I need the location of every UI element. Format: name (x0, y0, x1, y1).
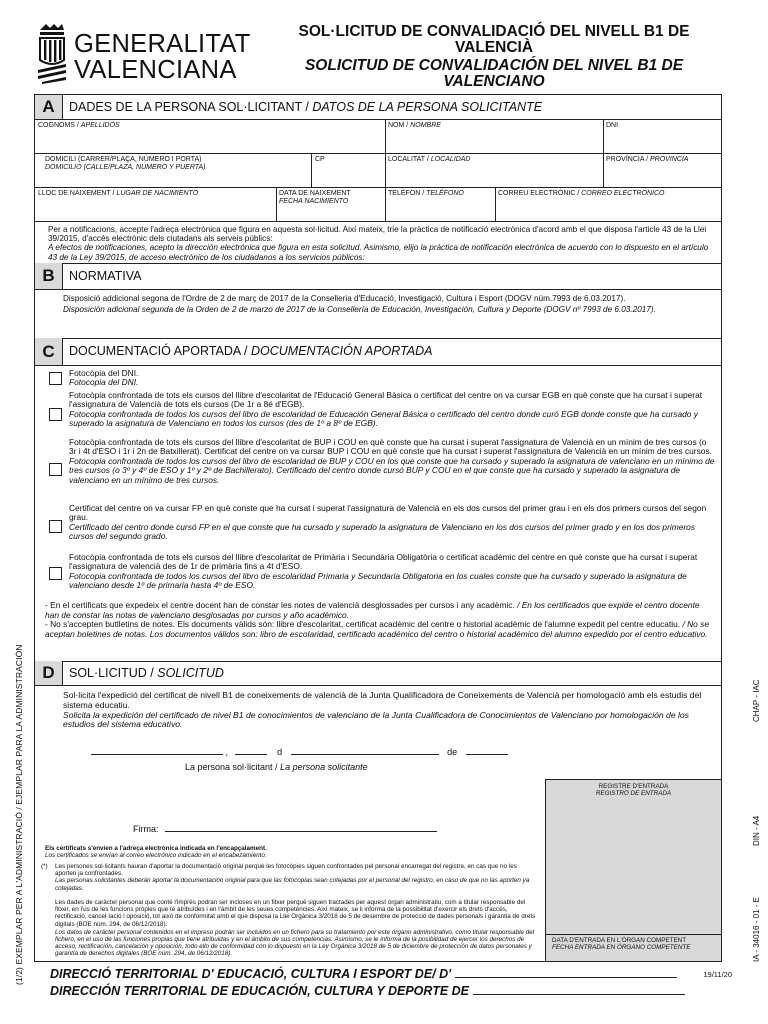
chap-code: CHAP - IAC (752, 679, 761, 722)
surnames-field[interactable] (35, 131, 385, 153)
doc-item-dni: Fotocòpia del DNI. Fotocopia del DNI. (69, 368, 139, 388)
label-birthplace: LLOC DE NAIXEMENT / LUGAR DE NACIMIENTO (38, 190, 199, 197)
name-field[interactable] (385, 131, 603, 153)
section-c-letter: C (35, 338, 63, 365)
address-field[interactable] (35, 171, 311, 187)
notification-notice: Per a notificacions, accepte l'adreça electrònica que figura en aquesta sol·licitud. Així mateix, trie la pràctica de notificació electrònica d'acord amb el que disposa l'article 43 de la Llei 39/2015, d'accés electrònic dels ciutadans als serveis públics: A efectos de notificaciones, acepto la dirección electrónica que figura en esta solicitud. Asimismo, elijo la práctica de notificación electrónica de acuerdo con lo dispuesto en el artículo 43 de la Ley 39/2015, de acceso electrónico de los ciudadanos a los servicios públicos: (48, 225, 709, 262)
checkbox-dni-copy[interactable] (49, 372, 62, 385)
documents-notes: - En el certificats que expedeix el centre docent han de constar les notes de valencià desglossades per cursos i any acadèmic. / En los certificados que expide el centro docente han de constar las notas de valenciano desglosadas por cursos y año académico. - No s'accepten butlletins de notes. Els documents vàlids són: llibre d'escolaritat, certificat acadèmic del centre o historial acadèmic de l'alumne expedit pel centre educatiu. / No se aceptan boletines de notas. Los documentos válidos son: libro de escolaridad, certificado académico del centro o historial académico del alumno expedido por el centro educativo. (45, 600, 709, 639)
generalitat-logo (36, 24, 251, 84)
applicant-caption: La persona sol·licitant / La persona solicitante (185, 762, 368, 772)
title-valencian: SOL·LICITUD DE CONVALIDACIÓ DEL NIVELL B1 DE VALENCIÀ (298, 23, 690, 56)
doc-item-primary-secondary: Fotocòpia confrontada de tots els cursos del llibre d'escolaritat de Primària i Secundària Obligatòria o certificat acadèmic del centre en què conste que ha cursat i superat l'assignatura de valencià des de 1r de primària fins a 4t d'ESO. Fotocopia confrontada de todos los cursos del libro de escolaridad Primaria y Secundaria Obligatoria en los cuales conste que ha cursado y superado la asignatura de valenciano desde 1º de primaria hasta 4º de ESO. (69, 552, 698, 591)
coat-of-arms-icon (36, 24, 68, 84)
section-b-title: NORMATIVA (69, 269, 142, 283)
label-phone: TELÈFON / TELÉFONO (388, 190, 464, 197)
section-c-title: DOCUMENTACIÓ APORTADA / DOCUMENTACIÓN APORTADA (69, 344, 433, 358)
town-field[interactable] (385, 165, 603, 187)
label-address: DOMICILI (CARRER/PLAÇA, NÚMERO I PORTA) DOMICILIO (CALLE/PLAZA, NÚMERO Y PUERTA) (45, 156, 206, 171)
form-frame (34, 94, 722, 962)
logo-line-1: GENERALITAT (74, 30, 251, 58)
asterisk-mark: (*) (41, 863, 48, 870)
form-date-code: 19/11/20 (703, 970, 732, 979)
entry-date-label: DATA D'ENTRADA EN L'ÒRGAN COMPETENT FECHA ENTRADA EN ÓRGANO COMPETENTE (552, 937, 691, 952)
footer-line-va: DIRECCIÓ TERRITORIAL D' EDUCACIÓ, CULTURA I ESPORT DE/ D' (50, 967, 677, 981)
label-postcode: CP (315, 156, 325, 163)
footer-blank-es[interactable] (473, 994, 685, 995)
doc-item-fp: Certificat del centre on va cursar FP en què conste que ha cursat i superat l'assignatura de Valencià en els dos cursos del primer grau i en els dos primers cursos del segon grau. Certificado del centro donde cursó FP en el que conste que ha cursado y superado la asignatura de Valenciano en los dos cursos del primer grado y en los dos primeros cursos del segundo grado. (69, 503, 707, 542)
photocopy-note: Les persones sol·licitants hauran d'aportar la documentació original perquè les fotocòpies siguen confrontades pel personal encarregat del registre, en cas que no les aporten ja confrontades. Las personas solicitantes deberán aportar la documentación original para que las fotocopias sean cotejadas por el personal del registro, en caso de que no las aporten ya cotejadas. (55, 863, 530, 892)
section-a-title (69, 100, 542, 114)
email-delivery-note: Els certificats s'envien a l'adreça electrònica indicada en l'encapçalament. Los certificados se envían al correo electrónico indicado en el encabezamiento. (45, 845, 267, 860)
place-blank[interactable] (91, 754, 223, 755)
checkbox-egb[interactable] (49, 408, 62, 421)
registry-box (545, 779, 721, 961)
copy-note-vertical: (1/2) EXEMPLAR PER A L'ADMINISTRACIÓ / EJEMPLAR PARA LA ADMINISTRACIÓN (14, 644, 24, 985)
section-a-letter: A (35, 95, 63, 119)
logo-line-2: VALENCIANA (74, 56, 237, 84)
month-blank[interactable] (291, 754, 439, 755)
birthplace-field[interactable] (35, 199, 276, 221)
title-spanish: SOLICITUD DE CONVALIDACIÓN DEL NIVEL B1 DE VALENCIANO (304, 57, 684, 90)
checkbox-primary-secondary[interactable] (49, 567, 62, 580)
label-province: PROVÍNCIA / PROVINCIA (606, 156, 689, 163)
checkbox-fp[interactable] (49, 520, 62, 533)
province-field[interactable] (603, 165, 721, 187)
label-birthdate: DATA DE NAIXEMENT FECHA NACIMIENTO (279, 190, 351, 205)
signature-line: Firma: (133, 824, 437, 834)
section-b-letter: B (35, 263, 63, 289)
section-a-title-es: DATOS DE LA PERSONA SOLICITANTE (312, 100, 543, 114)
year-blank[interactable] (466, 754, 508, 755)
doc-item-egb: Fotocòpia confrontada de tots els cursos del llibre d'escolaritat de l'Educació General Bàsica o certificat del centre on va cursar EGB en què conste que ha cursat i superat l'assignatura de Valencià de tots els cursos (De 1r a 8é d'EGB). Fotocopia confrontada de todos los cursos del libro de escolaridad de Educación General Básica o certificado del centro donde curó EGB donde conste que ha cursado y superado la asignatura de Valenciano en todos los cursos (des de 1º a 8º de EGB). (69, 390, 703, 429)
form-code: IA - 34016 - 01 - E (752, 897, 761, 962)
footer-blank-va[interactable] (455, 977, 677, 978)
footer-line-es: DIRECCIÓN TERRITORIAL DE EDUCACIÓN, CULTURA Y DEPORTE DE (50, 984, 685, 998)
label-name: NOM / NOMBRE (388, 122, 441, 129)
form-title (274, 24, 714, 90)
label-dni: DNI (606, 122, 619, 129)
label-town: LOCALITAT / LOCALIDAD (388, 156, 471, 163)
request-text: Sol·licita l'expedició del certificat de nivell B1 de coneixements de valencià de la Junta Qualificadora de Coneixements de Valencià per homologació amb els estudis del sistema educatiu. Solicita la expedición del certificado de nivel B1 de conocimientos de valenciano de la Junta Cualificadora de Conocimientos de Valenciano por homologación de los estudios del sistema educativo. (63, 690, 702, 730)
checkbox-bup-cou[interactable] (49, 463, 62, 476)
doc-item-bup-cou: Fotocòpia confrontada de tots els cursos del llibre d'escolaritat de BUP i COU en què conste que ha cursat i superat l'assignatura de Valencià en un mínim de tres cursos (o 3r i 4t d'ESO i 1r i 2n de Batxillerat). Certificat del centre on va cursar BUP i COU en què conste que ha cursat i superat l'assignatura de Valencià en un mínim de tres cursos. Fotocopia confrontada de todos los cursos del libro de escolaridad de BUP y COU en los que conste que ha cursado y superado la asignatura de valenciano en un mínimo de tres cursos (o 3º y 4º de ESO y 1º y 2º de Bachillerato). Certificado del centro donde cursó BUP y COU en el que conste que ha cursado y superado la asignatura de valenciano en un mínimo de tres cursos. (69, 437, 715, 485)
signature-blank[interactable] (165, 831, 437, 832)
postcode-field[interactable] (311, 165, 385, 187)
label-email: CORREU ELECTRÒNIC / CORREO ELECTRÓNICO (498, 190, 665, 197)
privacy-note: Les dades de caràcter personal que conté l'imprès podran ser incloses en un fitxer perquè siguen tractades per aquest òrgan administratiu, com a titular responsable del fitxer, en l'ús de les funcions pròpies que té atribuïdes i en l'àmbit de les seues competències. Així mateix, se li informa de la possibilitat d'exercir els drets d'accés, rectificació, cancel·lació i oposició, tot això de conformitat amb el que disposa la Llei Orgànica 3/2018 de 5 de desembre de protecció de dades personals i garantia de drets digitals (BOE núm. 294, de 06/12/2018). Los datos de carácter personal contenidos en el impreso podrán ser incluidos en un fichero para su tratamiento por este órgano administrativo, como titular responsable del fichero, en el uso de las funciones propias que tiene atribuidas y en el ámbito de sus competencias. Asimismo, se le informa de la posibilidad de ejercer los derechos de acceso, rectificación, cancelación y oposición, todo ello de conformidad con lo dispuesto en la Ley Orgánica 3/2018 de 5 de diciembre de protección de datos personales y garantía de derechos digitales (BOE núm. 294, de 06/12/2018). (55, 899, 536, 958)
label-surnames: COGNOMS / APELLIDOS (38, 122, 120, 129)
date-line: , d de (91, 747, 508, 757)
email-field[interactable] (495, 199, 721, 221)
registry-label: REGISTRE D'ENTRADA REGISTRO DE ENTRADA (595, 783, 672, 798)
din-code: DIN - A4 (752, 815, 761, 846)
regulation-text: Disposició addicional segona de l'Ordre de 2 de març de 2017 de la Conselleria d'Educació, Investigació, Cultura i Esport (DOGV núm.7993 de 6.03.2017). Disposición adicional segunda de la Orden de 2 de marzo de 2017 de la Consellería de Educación, Investigación, Cultura y Deporte (DOGV nº 7993 de 6.03.2017). (63, 294, 656, 315)
birthdate-field[interactable] (276, 207, 385, 221)
section-a-title-va: DADES DE LA PERSONA SOL·LICITANT / (69, 100, 309, 114)
section-d-title: SOL·LICITUD / SOLICITUD (69, 666, 224, 680)
day-blank[interactable] (235, 754, 267, 755)
section-d-letter: D (35, 661, 63, 685)
phone-field[interactable] (385, 199, 495, 221)
dni-field[interactable] (603, 131, 721, 153)
